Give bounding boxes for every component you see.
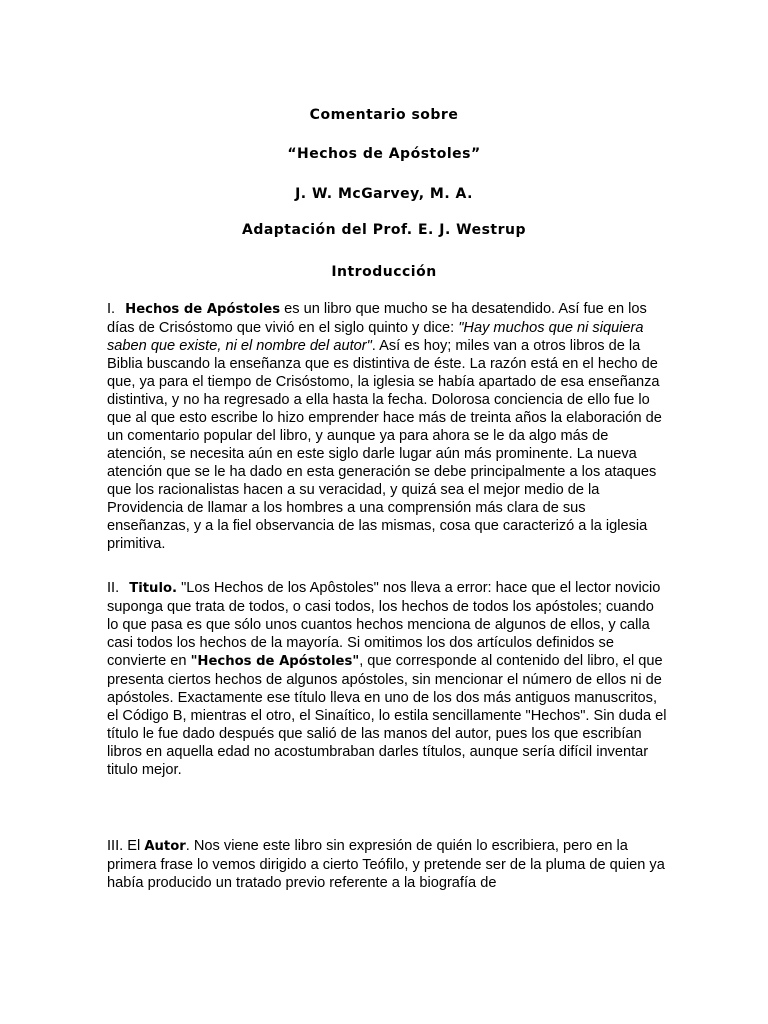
- paragraph-2: [107, 579, 667, 779]
- adaptation-line: Adaptación del Prof. E. J. Westrup: [241, 222, 527, 238]
- paragraph-1-quote: "Hay muchos que ni siquiera saben que existe, ni el nombre del autor": [107, 320, 644, 354]
- paragraph-3-label: Autor: [144, 839, 186, 854]
- paragraph-3: [107, 837, 667, 892]
- paragraph-1-text-b: . Así es hoy; miles van a otros libros de la Biblia buscando la enseñanza que es distintiva de éste. La razón está en el hecho de que, ya para el tiempo de Crisóstomo, la iglesia se había apartado de esa enseñanza distintiva, y no ha regresado a ella hasta la fecha. Dolorosa conciencia de ello fue lo que al que esto escribe lo hizo emprender hace más de treinta años la elaboración de un comentario popular del libro, y aunque ya para ahora se le da algo más de atención, se necesita aún en este siglo darle lugar aún más prominente. La nueva atención que se le ha dado en esta generación se debe principalmente a los ataques que los racionalistas hacen a su veracidad, y quizá sea el mejor medio de la Providencia de llamar a los hombres a una comprensión más clara de sus enseñanzas, y a la fiel observancia de las mismas, cosa que caracterizó a la iglesia primitiva.: [107, 338, 662, 552]
- document-title-line1: Comentario sobre: [309, 107, 459, 123]
- paragraph-1-label: Hechos de Apóstoles: [125, 302, 281, 317]
- paragraph-3-text-a: . Nos viene este libro sin expresión de quién lo escribiera, pero en la primera frase lo vemos dirigido a cierto Teófilo, y pretende ser de la pluma de quien ya había producido un tratado previo referente a la biografía de: [107, 838, 665, 891]
- paragraph-1-number: I.: [107, 301, 116, 317]
- section-heading: Introducción: [331, 264, 437, 280]
- paragraph-2-label: Titulo.: [129, 581, 178, 596]
- paragraph-2-text-a: "Los Hechos de los Apôstoles" nos lleva a error: hace que el lector novicio suponga que trata de todos, o casi todos, los hechos de todos los apóstoles; cuando lo que pasa es que sólo unos cuantos hechos menciona de algunos de ellos, y calla casi todos los hechos de la mayoría. Si omitimos los dos artículos definidos se convierte en: [107, 580, 661, 669]
- paragraph-3-number: III. El: [107, 838, 141, 854]
- paragraph-2-text-b: , que corresponde al contenido del libro, el que presenta ciertos hechos de algunos apóstoles, sin mencionar el número de ellos ni de apóstoles. Exactamente ese título lleva en uno de los dos más antiguos manuscritos, el Código B, mientras el otro, el Sinaítico, lo estila sencillamente "Hechos". Sin duda el título le fue dado después que salió de las manos del autor, pues los que escribían libros en aquella edad no acostumbraban darles títulos, aunque sería difícil inventar titulo mejor.: [107, 653, 667, 778]
- paragraph-1-text-a: es un libro que mucho se ha desatendido. Así fue en los días de Crisóstomo que vivió en el siglo quinto y dice:: [107, 301, 647, 336]
- paragraph-2-bold-title: "Hechos de Apóstoles": [190, 654, 360, 669]
- document-title-line2: “Hechos de Apóstoles”: [287, 146, 481, 162]
- author-line: J. W. McGarvey, M. A.: [295, 186, 473, 202]
- paragraph-1: [107, 300, 667, 553]
- paragraph-2-number: II.: [107, 580, 120, 596]
